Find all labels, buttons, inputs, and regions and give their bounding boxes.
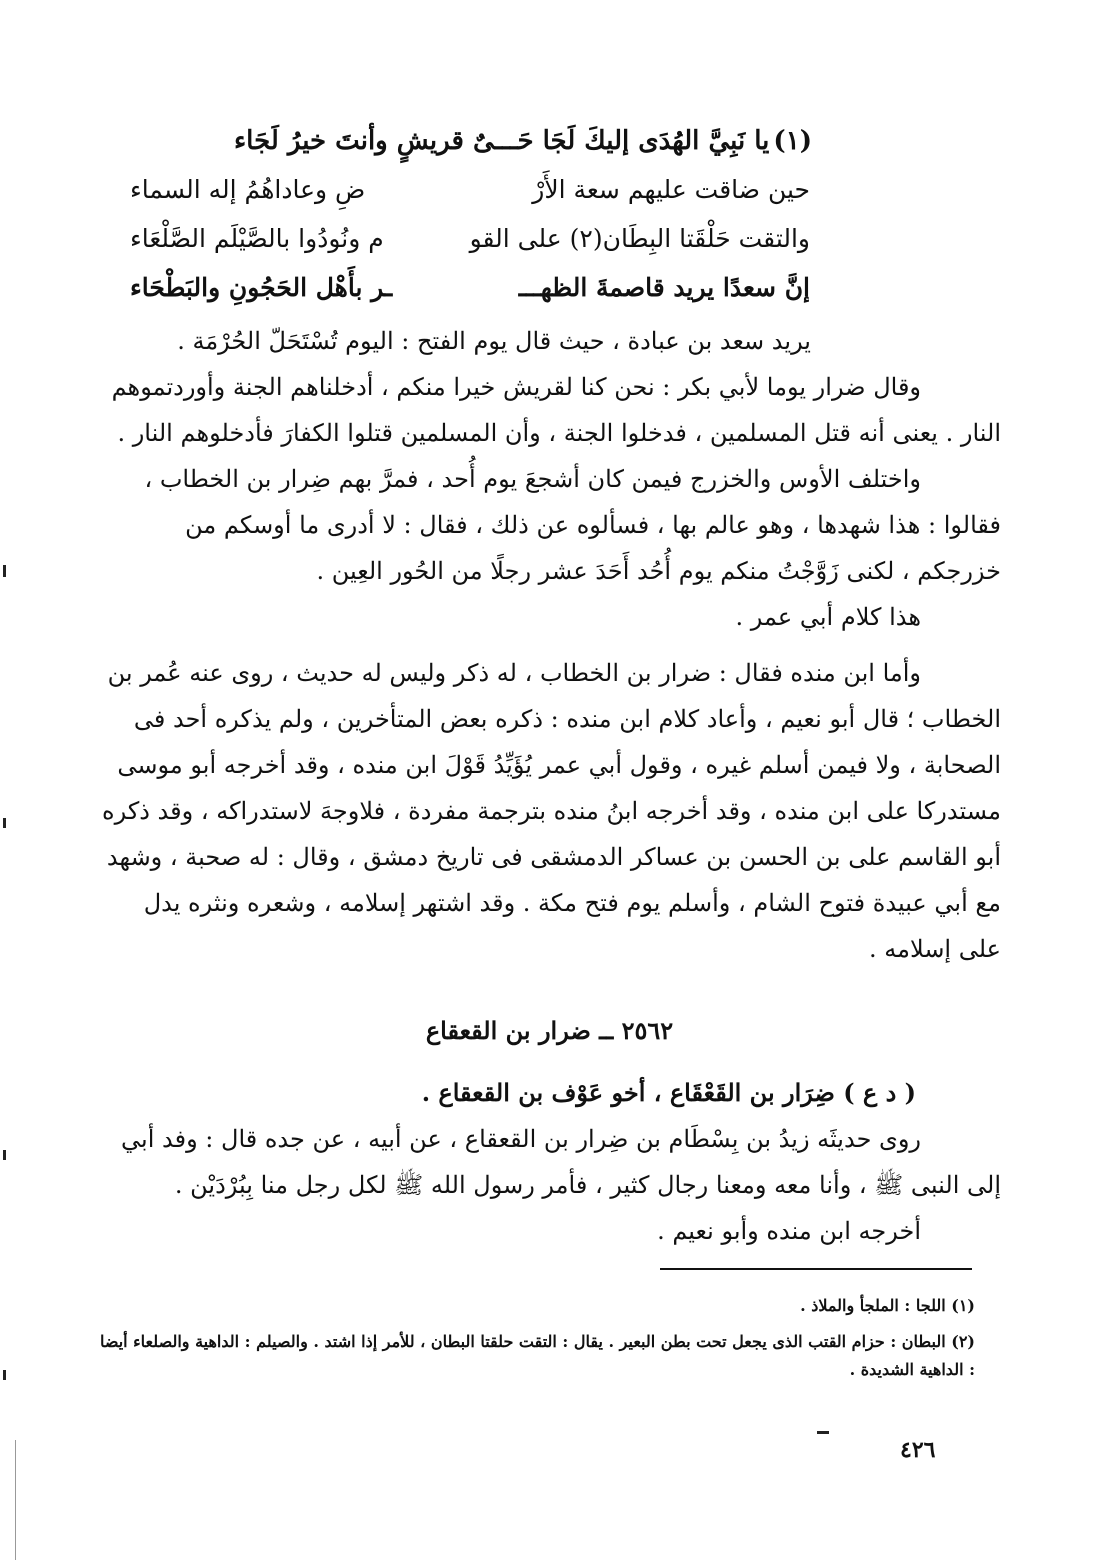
poem-line-1-text: يا نَبِيَّ الهُدَى إليكَ لَجَا حَـــىٌ قريشٍ وأنتَ خيرُ لَجَاء <box>233 126 770 156</box>
footnote-divider <box>660 1268 972 1270</box>
main-text <box>95 318 1001 972</box>
poem-line-4-first-hemistich: إنَّ سعدًا يريد قاصمةَ الظهـــ <box>518 273 810 302</box>
poem-line-2 <box>130 173 810 207</box>
page-number: ٤٢٦ <box>900 1437 936 1463</box>
poem-line-3-second-hemistich: م ونُودُوا بالصَّيْلَم الصَّلْعَاء <box>130 224 384 253</box>
footnote-2: (٢) البطان : حزام القتب الذى يجعل تحت بطن البعير . يقال : التقت حلقتا البطان ، للأمر إذا اشتد . والصيلم : الداهية والصلعاء أيضا : الداهية الشديدة . <box>99 1332 975 1379</box>
poem-line-3 <box>130 222 810 256</box>
poem-line-1 <box>200 124 812 158</box>
entry-footer: أخرجه ابن منده وأبو نعيم . <box>657 1217 921 1245</box>
footnote-1: (١) اللجا : الملجأ والملاذ . <box>800 1296 975 1315</box>
poem-line-2-first-hemistich: حين ضاقت عليهم سعة الأَرْ <box>532 175 810 204</box>
margin-mark <box>3 818 6 828</box>
poem-line-4 <box>130 271 810 305</box>
entry-heading: ٢٥٦٢ ــ ضرار بن القعقاع <box>425 1016 674 1045</box>
margin-mark <box>3 565 6 577</box>
entry-body: روى حديثَه زيدُ بن بِسْطَام بن ضِرار بن القعقاع ، عن أبيه ، عن جده قال : وفد أبي إلى النبى ﷺ ، وأنا معه ومعنا رجال كثير ، فأمر رسول الله ﷺ لكل رجل منا بِبُرْدَيْن . <box>121 1125 1001 1199</box>
margin-edge-line <box>15 1440 16 1560</box>
poem-line-2-second-hemistich: ضِ وعاداهُمُ إله السماء <box>130 175 366 204</box>
margin-mark <box>3 1150 6 1160</box>
paragraph-3: واختلف الأوس والخزرج فيمن كان أشجعَ يوم أُحد ، فمرَّ بهم ضِرار بن الخطاب ، فقالوا : هذا شهدها ، وهو عالم بها ، فسألوه عن ذلك ، فقال : لا أدرى ما أوسكم من خزرجكم ، لكنى زَوَّجْتُ منكم يوم أُحُد أَحَدَ عشر رجلًا من الحُور العِين . <box>144 465 1001 585</box>
footnote-ref-1: (١) <box>773 126 812 156</box>
scan-mark <box>817 1431 829 1434</box>
paragraph-5: وأما ابن منده فقال : ضرار بن الخطاب ، له ذكر وليس له حديث ، روى عنه عُمر بن الخطاب ؛ قال أبو نعيم ، وأعاد كلام ابن منده : ذكره بعض المتأخرين ، ولم يذكره أحد فى الصحابة ، ولا فيمن أسلم غيره ، وقول أبي عمر يُؤَيِّدُ قَوْلَ ابن منده ، وقد أخرجه أبو موسى مستدركا على ابن منده ، وقد أخرجه ابنُ منده بترجمة مفردة ، فلاوجهَ لاستدراكه ، وقد ذكره أبو القاسم على بن الحسن بن عساكر الدمشقى فى تاريخ دمشق ، وقال : له صحبة ، وشهد مع أبي عبيدة فتوح الشام ، وأسلم يوم فتح مكة . وقد اشتهر إسلامه ، وشعره ونثره يدل على إسلامه . <box>102 659 1001 963</box>
margin-mark <box>3 1370 6 1380</box>
poem-line-3-first-hemistich: والتقت حَلْقَتا البِطَان(٢) على القو <box>469 224 810 253</box>
paragraph-4: هذا كلام أبي عمر . <box>735 603 921 631</box>
paragraph-1: يريد سعد بن عبادة ، حيث قال يوم الفتح : اليوم تُسْتَحَلّ الحُرْمَة . <box>177 327 811 355</box>
entry-intro: ( د ع ) ضِرَار بن القَعْقَاع ، أخو عَوْف بن القعقاع . <box>421 1078 916 1107</box>
poem-line-4-second-hemistich: ـر بأَهْل الحَجُونِ والبَطْحَاء <box>130 273 393 302</box>
entry-text <box>95 1070 1001 1254</box>
paragraph-2: وقال ضرار يوما لأبي بكر : نحن كنا لقريش خيرا منكم ، أدخلناهم الجنة وأوردتموهم النار . يعنى أنه قتل المسلمين ، فدخلوا الجنة ، وأن المسلمين قتلوا الكفارَ فأدخلوهم النار . <box>111 373 1001 447</box>
